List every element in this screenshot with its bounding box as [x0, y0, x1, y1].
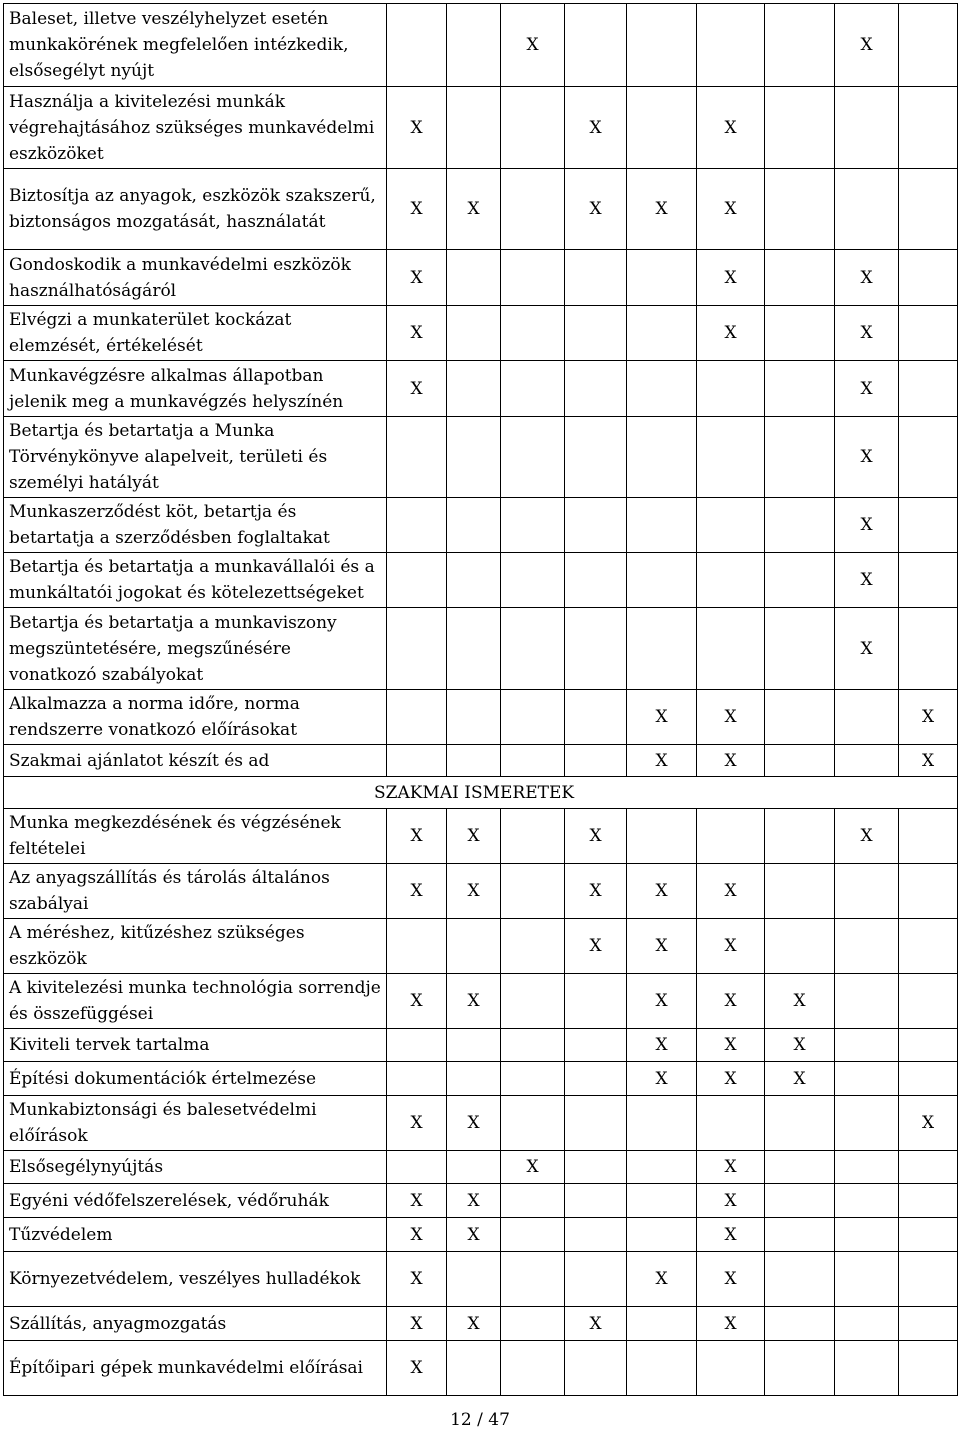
mark-cell [835, 1096, 899, 1151]
mark-cell [835, 169, 899, 250]
mark-cell [835, 1252, 899, 1307]
mark-cell [501, 1307, 565, 1341]
mark-cell: X [627, 974, 697, 1029]
mark-cell [835, 1184, 899, 1218]
mark-cell [899, 1218, 958, 1252]
mark-cell: X [627, 864, 697, 919]
mark-cell: X [697, 1307, 765, 1341]
mark-cell: X [565, 864, 627, 919]
mark-cell: X [697, 1184, 765, 1218]
mark-cell [565, 1096, 627, 1151]
mark-cell [447, 608, 501, 690]
mark-cell [501, 919, 565, 974]
mark-cell [765, 864, 835, 919]
mark-cell [899, 608, 958, 690]
row-label: Építőipari gépek munkavédelmi előírásai [4, 1341, 387, 1396]
mark-cell: X [835, 250, 899, 306]
mark-cell [835, 1341, 899, 1396]
mark-cell: X [835, 4, 899, 87]
mark-cell [565, 1029, 627, 1062]
mark-cell [627, 553, 697, 608]
mark-cell [835, 974, 899, 1029]
mark-cell [697, 1341, 765, 1396]
mark-cell [765, 1218, 835, 1252]
mark-cell [765, 498, 835, 553]
row-label: Munkabiztonsági és balesetvédelmi előírások [4, 1096, 387, 1151]
mark-cell: X [835, 361, 899, 417]
mark-cell: X [447, 1218, 501, 1252]
mark-cell [697, 553, 765, 608]
mark-cell: X [387, 1341, 447, 1396]
table-row [4, 417, 958, 498]
mark-cell: X [501, 1151, 565, 1184]
mark-cell [565, 1184, 627, 1218]
mark-cell: X [447, 1096, 501, 1151]
mark-cell [899, 361, 958, 417]
mark-cell [899, 498, 958, 553]
mark-cell: X [627, 919, 697, 974]
mark-cell: X [447, 1307, 501, 1341]
mark-cell [565, 498, 627, 553]
row-label: Egyéni védőfelszerelések, védőruhák [4, 1184, 387, 1218]
mark-cell [835, 745, 899, 777]
mark-cell: X [899, 1096, 958, 1151]
mark-cell [447, 417, 501, 498]
mark-cell [501, 306, 565, 361]
mark-cell: X [565, 1307, 627, 1341]
table-row [4, 1218, 958, 1252]
mark-cell: X [627, 169, 697, 250]
mark-cell [501, 745, 565, 777]
mark-cell [501, 417, 565, 498]
mark-cell: X [697, 1029, 765, 1062]
mark-cell: X [387, 1307, 447, 1341]
mark-cell [565, 1341, 627, 1396]
mark-cell: X [387, 809, 447, 864]
mark-cell [387, 1029, 447, 1062]
section-heading-row [4, 777, 958, 809]
mark-cell [447, 498, 501, 553]
mark-cell [501, 169, 565, 250]
mark-cell: X [387, 169, 447, 250]
mark-cell [501, 1218, 565, 1252]
mark-cell [565, 361, 627, 417]
mark-cell [765, 361, 835, 417]
mark-cell: X [697, 87, 765, 169]
mark-cell [447, 1151, 501, 1184]
mark-cell [835, 864, 899, 919]
mark-cell [627, 608, 697, 690]
table-row [4, 919, 958, 974]
mark-cell: X [835, 417, 899, 498]
mark-cell [565, 1062, 627, 1096]
row-label: Elvégzi a munkaterület kockázat elemzését, értékelését [4, 306, 387, 361]
mark-cell [697, 361, 765, 417]
mark-cell [765, 1341, 835, 1396]
mark-cell: X [387, 306, 447, 361]
mark-cell [627, 1307, 697, 1341]
mark-cell: X [387, 1252, 447, 1307]
mark-cell: X [835, 306, 899, 361]
mark-cell: X [447, 974, 501, 1029]
mark-cell [447, 87, 501, 169]
mark-cell [765, 417, 835, 498]
mark-cell: X [899, 745, 958, 777]
table-row [4, 809, 958, 864]
mark-cell [501, 1062, 565, 1096]
table-row [4, 553, 958, 608]
mark-cell [565, 250, 627, 306]
mark-cell: X [387, 864, 447, 919]
mark-cell: X [387, 1096, 447, 1151]
mark-cell [899, 1029, 958, 1062]
mark-cell: X [565, 87, 627, 169]
mark-cell [899, 1184, 958, 1218]
row-label: Környezetvédelem, veszélyes hulladékok [4, 1252, 387, 1307]
table-row [4, 1029, 958, 1062]
mark-cell: X [835, 809, 899, 864]
mark-cell [899, 919, 958, 974]
mark-cell [899, 306, 958, 361]
mark-cell [765, 809, 835, 864]
mark-cell [835, 1307, 899, 1341]
mark-cell [697, 4, 765, 87]
row-label: Elsősegélynyújtás [4, 1151, 387, 1184]
mark-cell: X [765, 1062, 835, 1096]
skills-rows [4, 4, 958, 777]
mark-cell [899, 417, 958, 498]
mark-cell: X [697, 919, 765, 974]
mark-cell [501, 608, 565, 690]
mark-cell [501, 1184, 565, 1218]
mark-cell: X [565, 169, 627, 250]
mark-cell [387, 690, 447, 745]
row-label: Betartja és betartatja a Munka Törvénykönyve alapelveit, területi és személyi hatályát [4, 417, 387, 498]
mark-cell [835, 919, 899, 974]
mark-cell [565, 4, 627, 87]
mark-cell [899, 809, 958, 864]
page-number: 12 / 47 [450, 1410, 510, 1430]
mark-cell [765, 745, 835, 777]
mark-cell [447, 553, 501, 608]
table-row [4, 1341, 958, 1396]
mark-cell [447, 690, 501, 745]
mark-cell: X [697, 690, 765, 745]
table-row [4, 87, 958, 169]
row-label: Szállítás, anyagmozgatás [4, 1307, 387, 1341]
mark-cell [565, 1252, 627, 1307]
mark-cell [627, 87, 697, 169]
mark-cell: X [627, 1029, 697, 1062]
row-label: Munkavégzésre alkalmas állapotban jelenik meg a munkavégzés helyszínén [4, 361, 387, 417]
mark-cell [565, 306, 627, 361]
row-label: Szakmai ajánlatot készít és ad [4, 745, 387, 777]
mark-cell: X [697, 1062, 765, 1096]
mark-cell [387, 745, 447, 777]
mark-cell: X [627, 745, 697, 777]
mark-cell [387, 1151, 447, 1184]
mark-cell [387, 919, 447, 974]
mark-cell [565, 417, 627, 498]
mark-cell [627, 1218, 697, 1252]
mark-cell: X [697, 974, 765, 1029]
mark-cell [765, 169, 835, 250]
mark-cell [899, 1341, 958, 1396]
mark-cell [765, 87, 835, 169]
row-label: Baleset, illetve veszélyhelyzet esetén munkakörének megfelelően intézkedik, elsősegélyt nyújt [4, 4, 387, 87]
mark-cell [765, 919, 835, 974]
mark-cell: X [387, 974, 447, 1029]
mark-cell [697, 417, 765, 498]
table-row [4, 745, 958, 777]
mark-cell [765, 690, 835, 745]
mark-cell [501, 809, 565, 864]
mark-cell [765, 250, 835, 306]
mark-cell: X [697, 1151, 765, 1184]
mark-cell [501, 864, 565, 919]
mark-cell [627, 1341, 697, 1396]
mark-cell: X [697, 169, 765, 250]
mark-cell [501, 1252, 565, 1307]
mark-cell [565, 1218, 627, 1252]
mark-cell [899, 974, 958, 1029]
mark-cell: X [627, 690, 697, 745]
mark-cell [627, 361, 697, 417]
mark-cell [447, 306, 501, 361]
row-label: Tűzvédelem [4, 1218, 387, 1252]
table-row [4, 169, 958, 250]
mark-cell [627, 250, 697, 306]
row-label: Alkalmazza a norma időre, norma rendszerre vonatkozó előírásokat [4, 690, 387, 745]
mark-cell: X [387, 1218, 447, 1252]
competency-matrix-table [3, 3, 958, 1396]
mark-cell [447, 1252, 501, 1307]
mark-cell [387, 1062, 447, 1096]
table-row [4, 1252, 958, 1307]
mark-cell [627, 417, 697, 498]
mark-cell [501, 250, 565, 306]
section-heading: SZAKMAI ISMERETEK [4, 777, 958, 809]
mark-cell: X [565, 919, 627, 974]
row-label: A kivitelezési munka technológia sorrendje és összefüggései [4, 974, 387, 1029]
mark-cell: X [447, 1184, 501, 1218]
table-row [4, 306, 958, 361]
mark-cell: X [697, 306, 765, 361]
row-label: Betartja és betartatja a munkaviszony megszüntetésére, megszűnésére vonatkozó szabályokat [4, 608, 387, 690]
mark-cell [899, 1151, 958, 1184]
mark-cell [627, 809, 697, 864]
mark-cell: X [697, 864, 765, 919]
table-row [4, 4, 958, 87]
mark-cell [835, 1218, 899, 1252]
mark-cell [627, 4, 697, 87]
mark-cell: X [835, 498, 899, 553]
mark-cell: X [501, 4, 565, 87]
row-label: A méréshez, kitűzéshez szükséges eszközök [4, 919, 387, 974]
mark-cell: X [697, 1218, 765, 1252]
mark-cell [501, 498, 565, 553]
mark-cell [501, 361, 565, 417]
mark-cell [627, 1151, 697, 1184]
mark-cell [765, 306, 835, 361]
table-row [4, 1151, 958, 1184]
mark-cell: X [835, 553, 899, 608]
table-row [4, 1062, 958, 1096]
mark-cell [697, 608, 765, 690]
mark-cell [899, 1252, 958, 1307]
mark-cell [387, 417, 447, 498]
mark-cell [765, 1307, 835, 1341]
mark-cell: X [765, 974, 835, 1029]
mark-cell: X [697, 745, 765, 777]
mark-cell [565, 690, 627, 745]
mark-cell [501, 1341, 565, 1396]
mark-cell: X [835, 608, 899, 690]
table-row [4, 498, 958, 553]
row-label: Gondoskodik a munkavédelmi eszközök használhatóságáról [4, 250, 387, 306]
mark-cell [835, 1062, 899, 1096]
mark-cell [501, 690, 565, 745]
mark-cell [387, 553, 447, 608]
mark-cell [565, 745, 627, 777]
table-row [4, 1184, 958, 1218]
mark-cell [447, 919, 501, 974]
mark-cell [447, 1029, 501, 1062]
mark-cell [447, 361, 501, 417]
row-label: Biztosítja az anyagok, eszközök szakszerű, biztonságos mozgatását, használatát [4, 169, 387, 250]
mark-cell [501, 553, 565, 608]
table-row [4, 690, 958, 745]
mark-cell: X [627, 1062, 697, 1096]
mark-cell [387, 608, 447, 690]
mark-cell [835, 87, 899, 169]
mark-cell: X [387, 361, 447, 417]
mark-cell [899, 1062, 958, 1096]
mark-cell [765, 1096, 835, 1151]
table-row [4, 1307, 958, 1341]
mark-cell [765, 1252, 835, 1307]
mark-cell [565, 974, 627, 1029]
mark-cell: X [899, 690, 958, 745]
mark-cell [627, 498, 697, 553]
mark-cell [447, 250, 501, 306]
mark-cell: X [565, 809, 627, 864]
mark-cell: X [447, 169, 501, 250]
mark-cell [899, 1307, 958, 1341]
mark-cell [501, 1096, 565, 1151]
mark-cell [765, 1151, 835, 1184]
mark-cell [899, 864, 958, 919]
row-label: Betartja és betartatja a munkavállalói és a munkáltatói jogokat és kötelezettségeket [4, 553, 387, 608]
mark-cell [627, 1096, 697, 1151]
knowledge-rows [4, 809, 958, 1396]
mark-cell [565, 608, 627, 690]
table-row [4, 250, 958, 306]
mark-cell [627, 306, 697, 361]
row-label: Építési dokumentációk értelmezése [4, 1062, 387, 1096]
mark-cell: X [697, 250, 765, 306]
mark-cell: X [627, 1252, 697, 1307]
mark-cell [501, 1029, 565, 1062]
mark-cell: X [765, 1029, 835, 1062]
mark-cell [627, 1184, 697, 1218]
mark-cell: X [447, 864, 501, 919]
mark-cell [765, 608, 835, 690]
table-row [4, 864, 958, 919]
mark-cell [899, 169, 958, 250]
row-label: Használja a kivitelezési munkák végrehajtásához szükséges munkavédelmi eszközöket [4, 87, 387, 169]
mark-cell [565, 1151, 627, 1184]
row-label: Munka megkezdésének és végzésének feltételei [4, 809, 387, 864]
mark-cell [835, 1151, 899, 1184]
mark-cell: X [387, 87, 447, 169]
mark-cell [835, 690, 899, 745]
mark-cell: X [447, 809, 501, 864]
mark-cell [501, 974, 565, 1029]
mark-cell [899, 87, 958, 169]
mark-cell [697, 498, 765, 553]
mark-cell: X [697, 1252, 765, 1307]
mark-cell [765, 553, 835, 608]
table-row [4, 974, 958, 1029]
mark-cell [447, 4, 501, 87]
table-row [4, 361, 958, 417]
mark-cell [387, 4, 447, 87]
mark-cell [899, 553, 958, 608]
row-label: Munkaszerződést köt, betartja és betartatja a szerződésben foglaltakat [4, 498, 387, 553]
mark-cell: X [387, 1184, 447, 1218]
mark-cell: X [387, 250, 447, 306]
mark-cell [447, 1062, 501, 1096]
mark-cell [765, 4, 835, 87]
mark-cell [697, 809, 765, 864]
table-row [4, 1096, 958, 1151]
mark-cell [447, 1341, 501, 1396]
mark-cell [765, 1184, 835, 1218]
row-label: Az anyagszállítás és tárolás általános szabályai [4, 864, 387, 919]
mark-cell [899, 4, 958, 87]
table-row [4, 608, 958, 690]
mark-cell [501, 87, 565, 169]
mark-cell [447, 745, 501, 777]
row-label: Kiviteli tervek tartalma [4, 1029, 387, 1062]
mark-cell [835, 1029, 899, 1062]
mark-cell [387, 498, 447, 553]
mark-cell [565, 553, 627, 608]
mark-cell [899, 250, 958, 306]
mark-cell [697, 1096, 765, 1151]
